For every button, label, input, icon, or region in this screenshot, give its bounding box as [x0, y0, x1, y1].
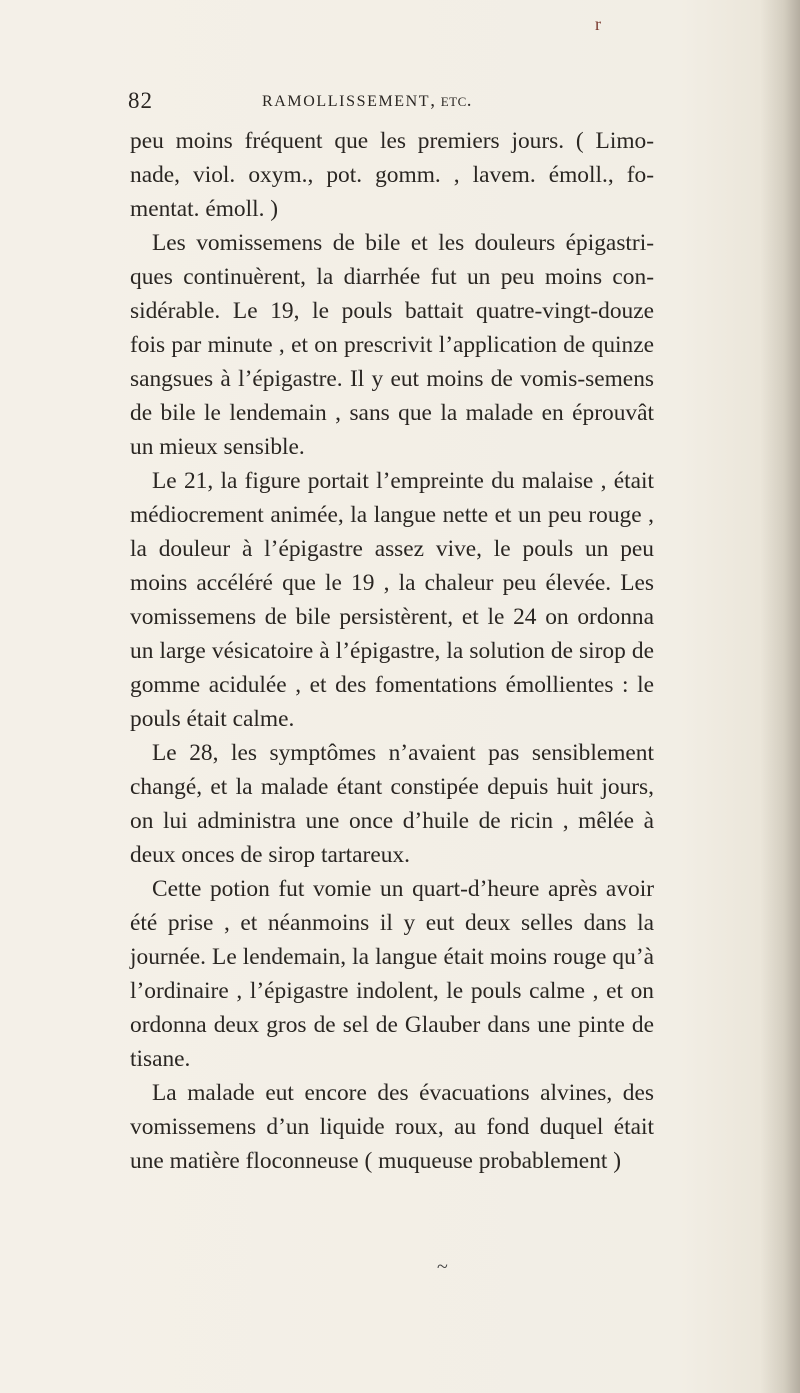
page-number: 82 — [128, 88, 153, 113]
running-title — [262, 90, 472, 112]
paragraph: Le 28, les symptômes n’avaient pas sensiblement changé, et la malade étant constipée depuis huit jours, on lui administra une once d’huile de ricin , mêlée à deux onces de sirop tartareux. — [130, 740, 654, 868]
margin-mark-top: r — [595, 14, 601, 34]
running-title-suffix: , etc. — [430, 90, 472, 111]
paragraph: La malade eut encore des évacuations alvines, des vomissemens d’un liquide roux, au fond duquel était une matière floconneuse ( muqueuse probablement ) — [130, 1080, 654, 1174]
margin-mark-bottom: ~ — [437, 1256, 448, 1278]
paragraph: Cette potion fut vomie un quart-d’heure après avoir été prise , et néanmoins il y eut deux selles dans la journée. Le lendemain, la langue était moins rouge qu’à l’ordinaire , l’épigastre indolent, le pouls calme , et on ordonna deux gros de sel de Glauber dans une pinte de tisane. — [130, 876, 654, 1072]
running-title-text: RAMOLLISSEMENT — [262, 93, 431, 110]
paragraph: Le 21, la figure portait l’empreinte du malaise , était médiocrement animée, la langue nette et un peu rouge , la douleur à l’épigastre assez vive, le pouls un peu moins accéléré que le 19 , la chaleur peu élevée. Les vomissemens de bile persistèrent, et le 24 on ordonna un large vésicatoire à l’épigastre, la solution de sirop de gomme acidulée , et des fomentations émollientes : le pouls était calme. — [130, 468, 654, 732]
paragraph: Les vomissemens de bile et les douleurs épigastri-ques continuèrent, la diarrhée fut un peu moins con-sidérable. Le 19, le pouls battait quatre-vingt-douze fois par minute , et on prescrivit l’application de quinze sangsues à l’épigastre. Il y eut moins de vomis-semens de bile le lendemain , sans que la malade en éprouvât un mieux sensible. — [130, 230, 654, 460]
paragraph-continuation: peu moins fréquent que les premiers jours. ( Limo-nade, viol. oxym., pot. gomm. , lavem. émoll., fo-mentat. émoll. ) — [130, 128, 654, 222]
page-edge-shadow — [760, 0, 800, 1393]
page-header — [0, 88, 800, 118]
body-text — [130, 124, 654, 1178]
